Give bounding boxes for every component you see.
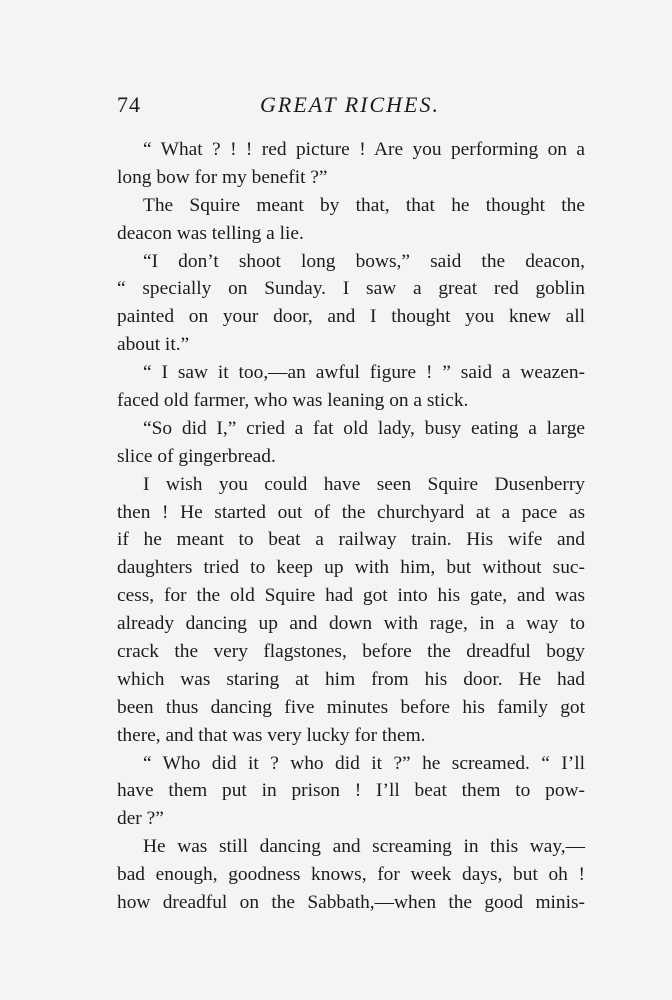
- text-line: about it.”: [117, 334, 190, 356]
- body-text: [117, 136, 585, 917]
- text-line: “ I saw it too,—an awful figure ! ” said a weazen-: [143, 362, 585, 384]
- text-line: which was staring at him from his door. He had: [117, 668, 585, 690]
- text-line: He was still dancing and screaming in this way,—: [143, 836, 585, 858]
- text-line: already dancing up and down with rage, in a way to: [117, 613, 585, 635]
- text-line: faced old farmer, who was leaning on a stick.: [117, 390, 469, 412]
- text-line: “So did I,” cried a fat old lady, busy eating a large: [143, 417, 585, 439]
- text-line: if he meant to beat a railway train. His wife and: [117, 529, 585, 551]
- running-title: GREAT RICHES.: [260, 92, 440, 117]
- text-line: “ Who did it ? who did it ?” he screamed. “ I’ll: [143, 752, 585, 774]
- text-line: “ specially on Sunday. I saw a great red goblin: [117, 278, 585, 300]
- text-line: there, and that was very lucky for them.: [117, 724, 426, 746]
- text-line: cess, for the old Squire had got into his gate, and was: [117, 585, 585, 607]
- text-line: how dreadful on the Sabbath,—when the good minis-: [117, 892, 585, 914]
- page-number: 74: [117, 92, 141, 117]
- text-line: daughters tried to keep up with him, but without suc-: [117, 557, 585, 579]
- text-line: I wish you could have seen Squire Dusenberry: [143, 473, 585, 495]
- text-line: then ! He started out of the churchyard at a pace as: [117, 501, 585, 523]
- text-line: been thus dancing five minutes before his family got: [117, 696, 585, 718]
- text-line: deacon was telling a lie.: [117, 222, 304, 244]
- text-line: “ What ? ! ! red picture ! Are you performing on a: [143, 139, 585, 160]
- text-line: der ?”: [117, 808, 164, 830]
- text-line: “I don’t shoot long bows,” said the deacon,: [143, 250, 585, 272]
- text-line: long bow for my benefit ?”: [117, 166, 328, 188]
- running-head: [117, 92, 585, 120]
- text-line: painted on your door, and I thought you knew all: [117, 306, 585, 328]
- text-line: crack the very flagstones, before the dreadful bogy: [117, 641, 585, 663]
- text-line: slice of gingerbread.: [117, 445, 276, 467]
- text-line: The Squire meant by that, that he thought the: [143, 194, 585, 216]
- text-line: have them put in prison ! I’ll beat them to pow-: [117, 780, 585, 802]
- text-line: bad enough, goodness knows, for week days, but oh !: [117, 864, 585, 886]
